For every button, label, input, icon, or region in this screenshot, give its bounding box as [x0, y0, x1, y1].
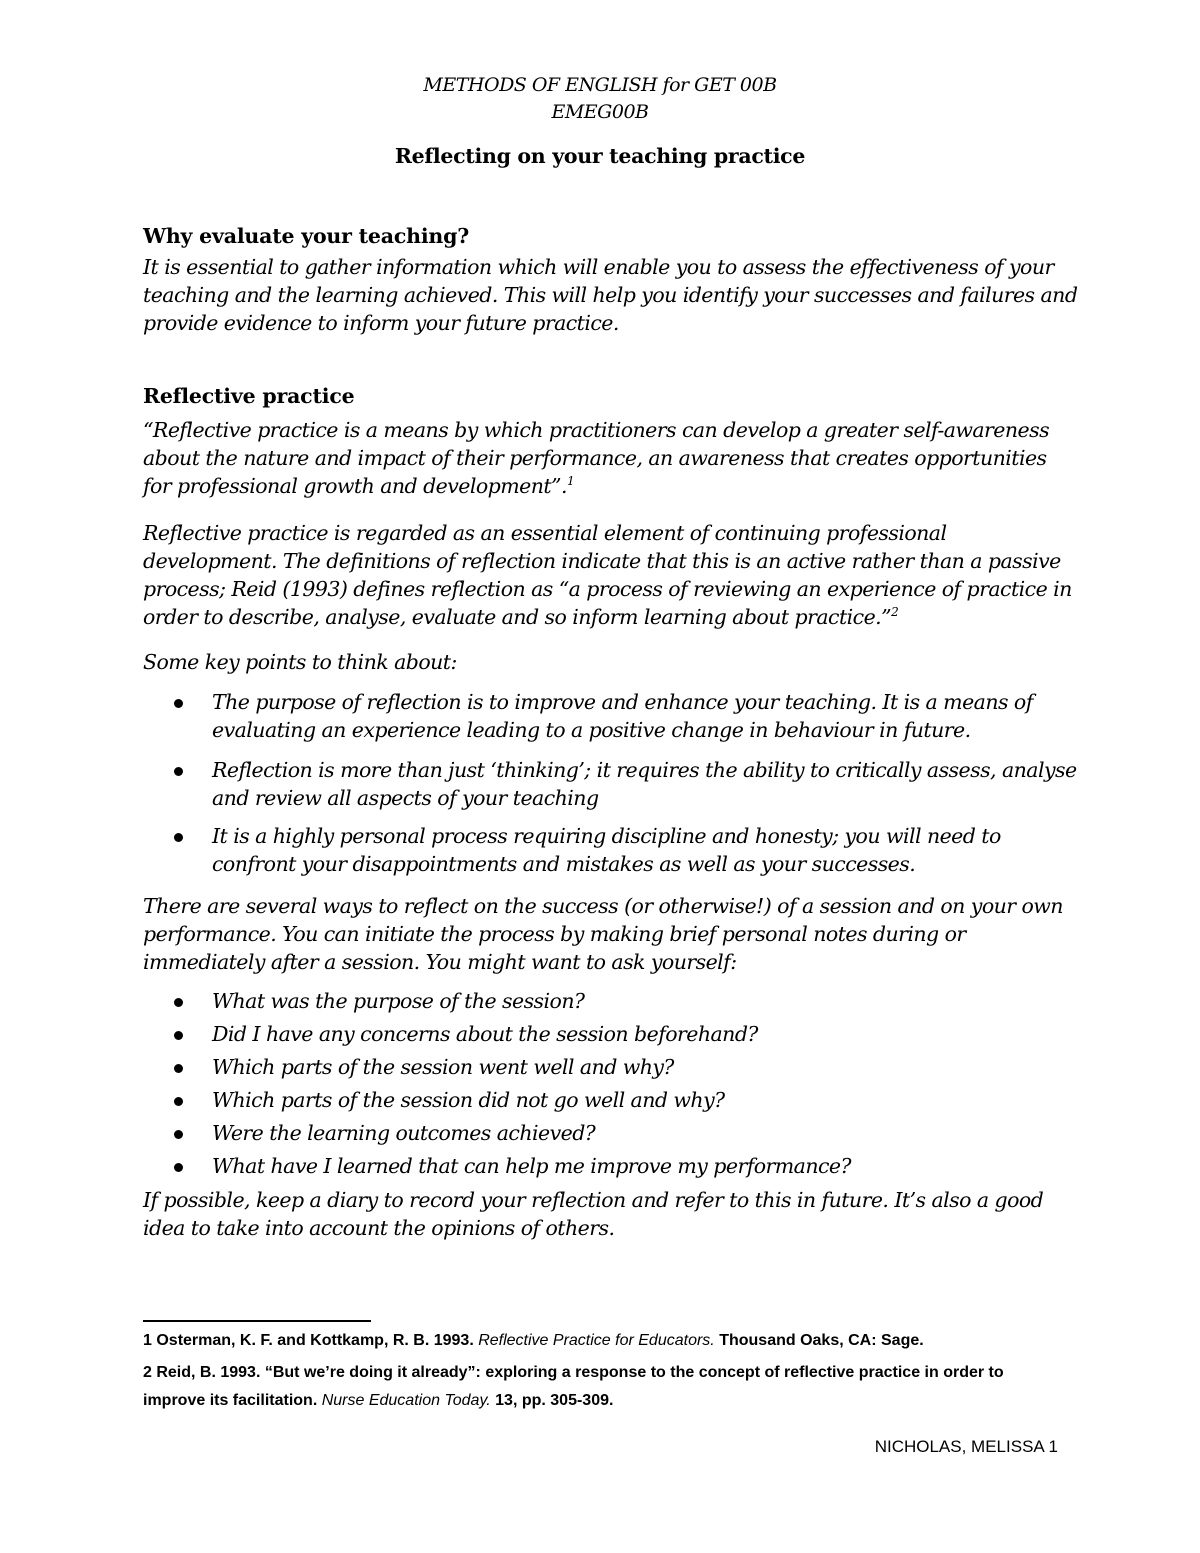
footnote-1	[143, 1332, 1103, 1350]
bullet-icon	[174, 1064, 183, 1073]
footnote-2-text: improve its facilitation.	[143, 1392, 322, 1409]
key-point-line: confront your disappointments and mistakes as well as your successes.	[212, 852, 916, 876]
key-points-intro: Some key points to think about:	[143, 650, 457, 674]
quote-line: about the nature and impact of their performance, an awareness that creates opportunities	[143, 446, 1047, 470]
paragraph-line: development. The definitions of reflection indicate that this is an active rather than a passive	[143, 549, 1061, 573]
paragraph-line: It is essential to gather information which will enable you to assess the effectiveness of your	[143, 255, 1054, 279]
bullet-icon	[174, 833, 183, 842]
question-item: Were the learning outcomes achieved?	[212, 1121, 596, 1145]
section-heading-why-evaluate: Why evaluate your teaching?	[143, 224, 470, 248]
key-point-line: The purpose of reflection is to improve and enhance your teaching. It is a means of	[212, 690, 1033, 714]
bullet-icon	[174, 767, 183, 776]
paragraph-line: Reflective practice is regarded as an essential element of continuing professional	[143, 521, 947, 545]
footnote-ref-1: 1	[566, 474, 575, 489]
quote-line-last	[143, 474, 1103, 498]
key-point-line: evaluating an experience leading to a positive change in behaviour in future.	[212, 718, 971, 742]
footnote-1-publisher: Thousand Oaks, CA: Sage.	[714, 1332, 924, 1349]
footnote-2-line-1: 2 Reid, B. 1993. “But we’re doing it already”: exploring a response to the concept of reflective practice in order to	[143, 1364, 1004, 1381]
key-point-line: Reflection is more than just ‘thinking’; it requires the ability to critically assess, analyse	[212, 758, 1077, 782]
bullet-icon	[174, 1163, 183, 1172]
quote-line: “Reflective practice is a means by which practitioners can develop a greater self-awareness	[143, 418, 1050, 442]
paragraph-line: idea to take into account the opinions of others.	[143, 1216, 615, 1240]
quote-text: for professional growth and development”.	[143, 474, 567, 498]
bullet-icon	[174, 998, 183, 1007]
bullet-icon	[174, 699, 183, 708]
key-point-line: and review all aspects of your teaching	[212, 786, 599, 810]
paragraph-line: If possible, keep a diary to record your reflection and refer to this in future. It’s also a good	[143, 1188, 1044, 1212]
footnote-1-authors: 1 Osterman, K. F. and Kottkamp, R. B. 1993.	[143, 1332, 479, 1349]
footnote-1-title: Reflective Practice for Educators.	[478, 1332, 715, 1349]
question-item: What was the purpose of the session?	[212, 989, 585, 1013]
footnote-ref-2: 2	[891, 605, 899, 620]
bullet-icon	[174, 1097, 183, 1106]
bullet-icon	[174, 1031, 183, 1040]
footnote-separator	[143, 1320, 371, 1322]
course-title: METHODS OF ENGLISH for GET 00B	[423, 74, 777, 96]
paragraph-line: performance. You can initiate the process by making brief personal notes during or	[143, 922, 966, 946]
paragraph-line-last	[143, 605, 1103, 629]
footnote-2-pages: 13, pp. 305-309.	[490, 1392, 614, 1409]
footnote-2-journal: Nurse Education Today.	[321, 1392, 491, 1409]
paragraph-text: order to describe, analyse, evaluate and so inform learning about practice.”	[143, 605, 892, 629]
bullet-icon	[174, 1130, 183, 1139]
document-title: Reflecting on your teaching practice	[394, 144, 806, 168]
page-footer: NICHOLAS, MELISSA 1	[874, 1437, 1058, 1456]
question-item: What have I learned that can help me improve my performance?	[212, 1154, 851, 1178]
key-point-line: It is a highly personal process requiring discipline and honesty; you will need to	[212, 824, 1001, 848]
paragraph-line: process; Reid (1993) defines reflection as “a process of reviewing an experience of practice in	[143, 577, 1072, 601]
section-heading-reflective-practice: Reflective practice	[143, 384, 355, 408]
paragraph-line: immediately after a session. You might want to ask yourself:	[143, 950, 737, 974]
question-item: Did I have any concerns about the session beforehand?	[212, 1022, 758, 1046]
paragraph-line: teaching and the learning achieved. This will help you identify your successes and failures and	[143, 283, 1078, 307]
footnote-2-line-2	[143, 1392, 1103, 1410]
paragraph-line: provide evidence to inform your future practice.	[143, 311, 619, 335]
paragraph-line: There are several ways to reflect on the success (or otherwise!) of a session and on your own	[143, 894, 1063, 918]
question-item: Which parts of the session did not go well and why?	[212, 1088, 725, 1112]
question-item: Which parts of the session went well and why?	[212, 1055, 674, 1079]
course-code: EMEG00B	[551, 101, 649, 123]
